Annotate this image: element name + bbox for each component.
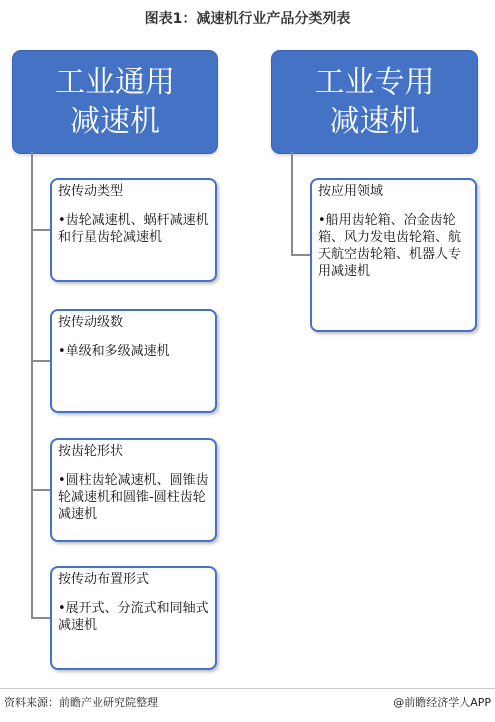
- footer-source: 资料来源：前瞻产业研究院整理: [4, 696, 158, 709]
- header-special-line1: 工业专用: [314, 65, 435, 100]
- header-special-line2: 减速机: [329, 104, 420, 139]
- category-items: •船用齿轮箱、冶金齿轮箱、风力发电齿轮箱、航天航空齿轮箱、机器人专用减速机: [318, 213, 462, 279]
- category-items: •单级和多级减速机: [58, 344, 170, 359]
- footer-credit: @前瞻经济学人APP: [393, 696, 491, 709]
- category-box-stage: [50, 309, 217, 413]
- category-box-application: [310, 178, 477, 332]
- diagram-title: 图表1：减速机行业产品分类列表: [144, 11, 351, 27]
- category-label: 按传动类型: [58, 184, 124, 199]
- category-items: •齿轮减速机、蜗杆减速机和行星齿轮减速机: [58, 213, 209, 245]
- category-label: 按应用领域: [318, 184, 384, 199]
- connector-branch-app: [291, 254, 310, 256]
- connector-branch-gear: [31, 489, 50, 491]
- connector-branch-layout: [31, 617, 50, 619]
- connector-trunk-special: [291, 152, 293, 256]
- footer-divider: [0, 688, 495, 689]
- header-general-reducer: [12, 50, 218, 154]
- category-label: 按传动布置形式: [58, 572, 150, 587]
- connector-branch-stage: [31, 360, 50, 362]
- category-items: •展开式、分流式和同轴式减速机: [58, 601, 209, 633]
- connector-trunk-general: [31, 152, 33, 618]
- category-box-layout: [50, 566, 217, 670]
- category-box-gear-shape: [50, 438, 217, 542]
- header-special-reducer: [271, 50, 478, 154]
- category-items: •圆柱齿轮减速机、圆锥齿轮减速机和圆锥-圆柱齿轮减速机: [58, 473, 209, 522]
- category-label: 按传动级数: [58, 315, 124, 330]
- header-general-line2: 减速机: [70, 104, 160, 139]
- connector-branch-drive-type: [31, 229, 50, 231]
- header-general-line1: 工业通用: [55, 65, 175, 100]
- category-box-drive-type: [50, 178, 217, 282]
- category-label: 按齿轮形状: [58, 444, 124, 459]
